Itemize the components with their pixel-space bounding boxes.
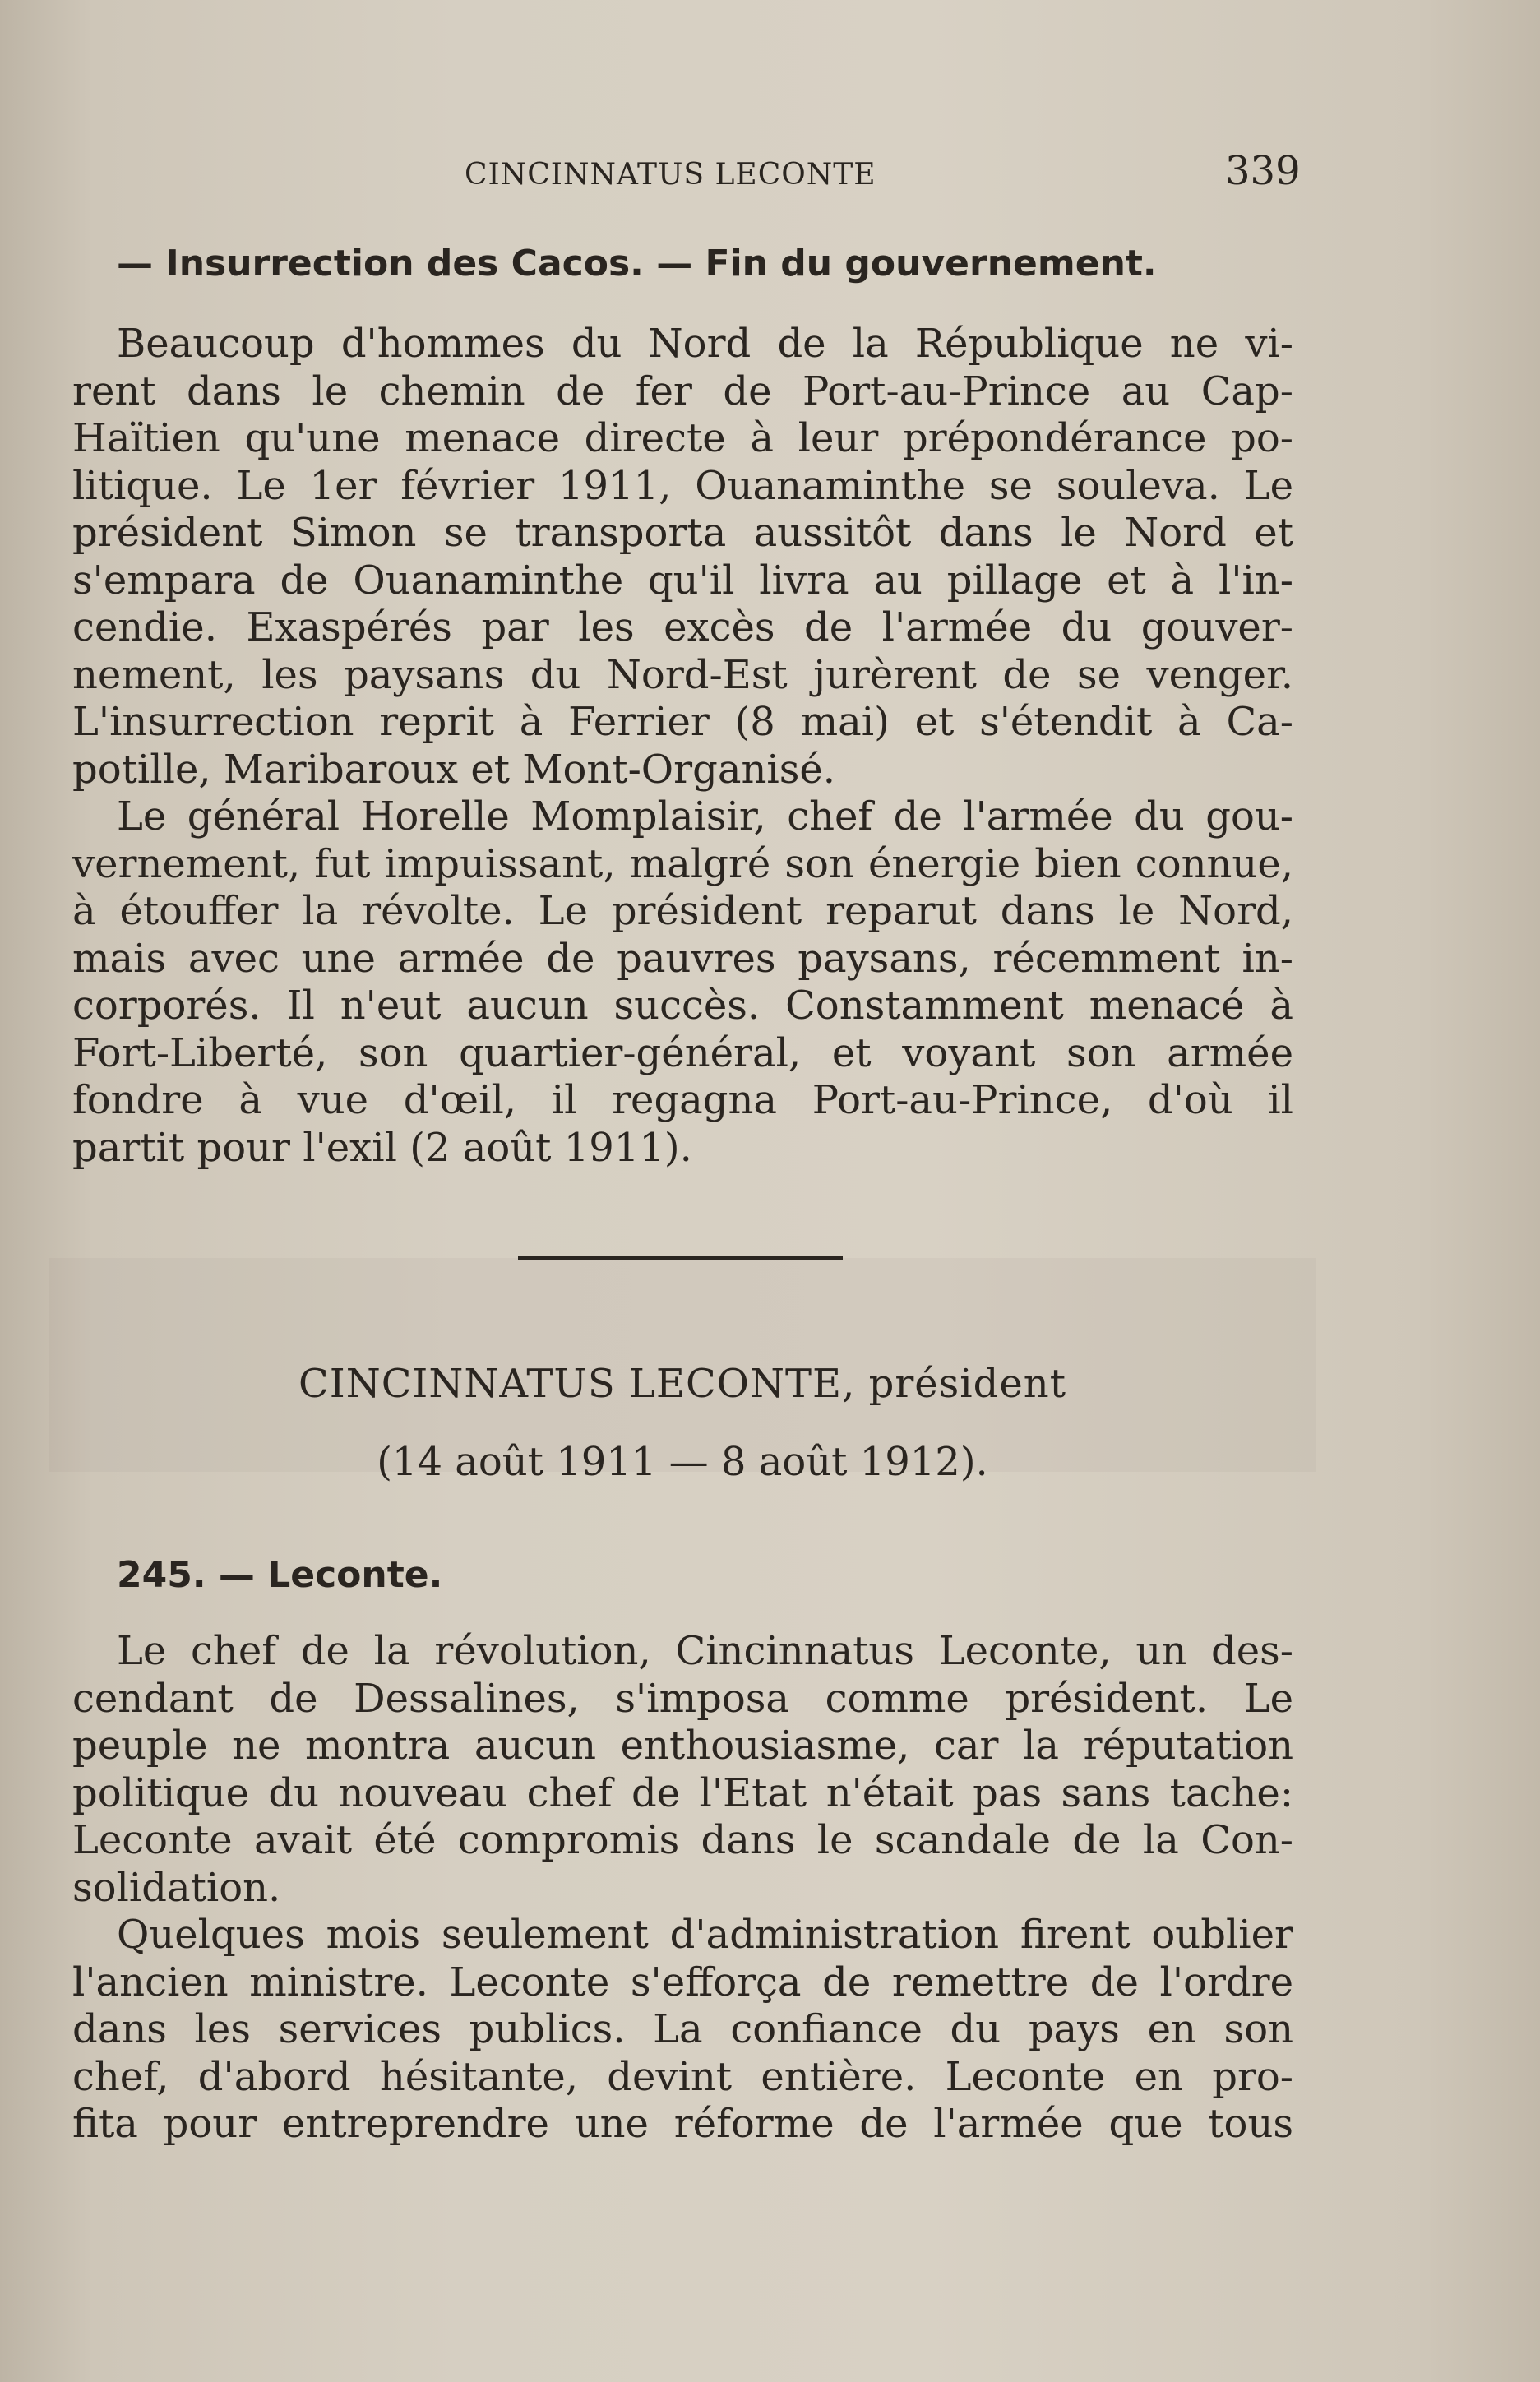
section-divider-rule [518, 1256, 843, 1260]
text-line: cendie. Exaspérés par les excès de l'armée du gouver- [72, 604, 1293, 650]
text-line: fondre à vue d'œil, il regagna Port-au-Prince, d'où il [72, 1077, 1293, 1123]
text-line: fita pour entreprendre une réforme de l'armée que tous [72, 2101, 1293, 2147]
text-line: L'insurrection reprit à Ferrier (8 mai) et s'étendit à Ca- [72, 699, 1293, 745]
section-heading-continued [72, 243, 1293, 284]
chapter-title: CINCINNATUS LECONTE, président [298, 1361, 1066, 1407]
text-line: dans les services publics. La confiance du pays en son [72, 2006, 1293, 2052]
text-line: l'ancien ministre. Leconte s'efforça de remettre de l'ordre [72, 1959, 1293, 2005]
text-line: potille, Maribaroux et Mont-Organisé. [72, 746, 836, 793]
section-heading-text: 245. — Leconte. [117, 1554, 443, 1596]
text-line: politique du nouveau chef de l'Etat n'était pas sans tache: [72, 1769, 1293, 1816]
paragraph-insurrection-1 [72, 321, 1293, 793]
chapter-dates: (14 août 1911 — 8 août 1912). [377, 1439, 988, 1485]
text-line: corporés. Il n'eut aucun succès. Constamment menacé à [72, 983, 1293, 1029]
text-line: Fort-Liberté, son quartier-général, et voyant son armée [72, 1029, 1293, 1076]
text-line: Quelques mois seulement d'administration firent oublier [117, 1912, 1293, 1958]
text-line: cendant de Dessalines, s'imposa comme président. Le [72, 1675, 1293, 1722]
text-line: rent dans le chemin de fer de Port-au-Prince au Cap- [72, 368, 1293, 414]
text-line: litique. Le 1er février 1911, Ouanaminthe se souleva. Le [72, 462, 1293, 509]
text-line: s'empara de Ouanaminthe qu'il livra au pillage et à l'in- [72, 557, 1293, 604]
paragraph-leconte-2 [72, 1912, 1293, 2148]
text-line: Leconte avait été compromis dans le scandale de la Con- [72, 1817, 1293, 1863]
text-line: vernement, fut impuissant, malgré son énergie bien connue, [72, 840, 1293, 887]
text-line: chef, d'abord hésitante, devint entière. Leconte en pro- [72, 2053, 1293, 2100]
running-title: CINCINNATUS LECONTE [465, 158, 876, 192]
text-line: Beaucoup d'hommes du Nord de la République ne vi- [117, 321, 1293, 367]
section-heading-245 [72, 1554, 1293, 1596]
text-line: partit pour l'exil (2 août 1911). [72, 1124, 692, 1171]
text-line: président Simon se transporta aussitôt dans le Nord et [72, 510, 1293, 556]
text-line: Le chef de la révolution, Cincinnatus Leconte, un des- [117, 1628, 1293, 1674]
text-line: à étouffer la révolte. Le président reparut dans le Nord, [72, 888, 1293, 934]
paragraph-insurrection-2 [72, 793, 1293, 1172]
text-line: solidation. [72, 1864, 281, 1911]
paragraph-leconte-1 [72, 1628, 1293, 1912]
running-head [0, 148, 1540, 206]
text-line: Haïtien qu'une menace directe à leur prépondérance po- [72, 415, 1293, 461]
text-line: nement, les paysans du Nord-Est jurèrent de se venger. [72, 651, 1293, 698]
text-line: peuple ne montra aucun enthousiasme, car la réputation [72, 1723, 1293, 1769]
text-line: Le général Horelle Momplaisir, chef de l'armée du gou- [117, 793, 1293, 839]
text-line: mais avec une armée de pauvres paysans, récemment in- [72, 935, 1293, 982]
section-heading-text: — Insurrection des Cacos. — Fin du gouvernement. [117, 243, 1157, 284]
page-number: 339 [1225, 148, 1301, 194]
